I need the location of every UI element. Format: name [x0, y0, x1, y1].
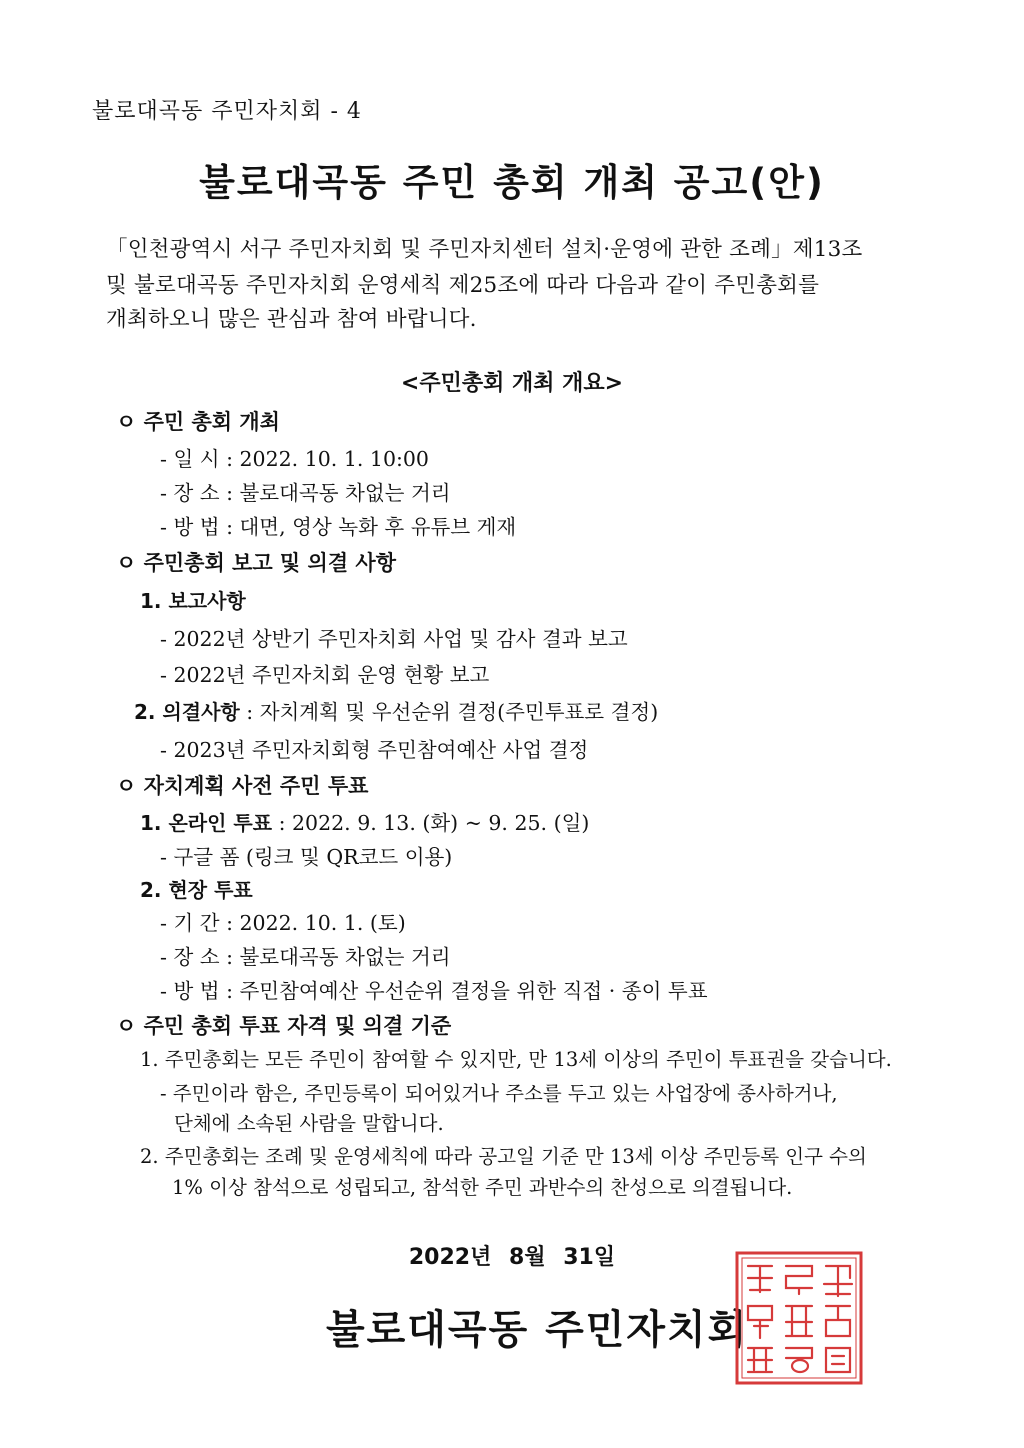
report-item-1: - 2022년 상반기 주민자치회 사업 및 감사 결과 보고: [160, 627, 628, 651]
intro-line-2: 및 불로대곡동 주민자치회 운영세칙 제25조에 따라 다음과 같이 주민총회를: [106, 273, 820, 298]
resolution-description: : 자치계획 및 우선순위 결정(주민투표로 결정): [239, 700, 659, 724]
meeting-date: - 일 시 : 2022. 10. 1. 10:00: [160, 447, 429, 471]
onsite-vote-period: - 기 간 : 2022. 10. 1. (토): [160, 911, 406, 935]
document-code: 불로대곡동 주민자치회 - 4: [92, 99, 362, 124]
section-meeting-title: ㅇ 주민 총회 개최: [116, 410, 280, 434]
page-title: 불로대곡동 주민 총회 개최 공고(안): [199, 161, 825, 204]
section-agenda-title: ㅇ 주민총회 보고 및 의결 사항: [116, 551, 396, 575]
eligibility-note-2: 단체에 소속된 사람을 말합니다.: [174, 1112, 444, 1135]
online-vote-form: - 구글 폼 (링크 및 QR코드 이용): [160, 845, 453, 869]
official-seal: [734, 1250, 864, 1386]
intro-line-1: 「인천광역시 서구 주민자치회 및 주민자치센터 설치·운영에 관한 조례」제13조: [106, 237, 863, 262]
eligibility-note-1: - 주민이라 함은, 주민등록이 되어있거나 주소를 두고 있는 사업장에 종사하거나,: [160, 1082, 838, 1105]
report-item-2: - 2022년 주민자치회 운영 현황 보고: [160, 663, 490, 687]
meeting-place: - 장 소 : 불로대곡동 차없는 거리: [160, 481, 451, 505]
resolution-item-1: - 2023년 주민자치회형 주민참여예산 사업 결정: [160, 738, 589, 762]
eligibility-item-1: 1. 주민총회는 모든 주민이 참여할 수 있지만, 만 13세 이상의 주민이 투표권을 갖습니다.: [140, 1048, 892, 1071]
section-eligibility-title: ㅇ 주민 총회 투표 자격 및 의결 기준: [116, 1014, 452, 1038]
report-heading: 1. 보고사항: [140, 589, 246, 613]
eligibility-item-2: 2. 주민총회는 조례 및 운영세칙에 따라 공고일 기준 만 13세 이상 주민등록 인구 수의: [140, 1145, 867, 1168]
notice-date: 2022년 8월 31일: [408, 1245, 616, 1270]
overview-heading: <주민총회 개최 개요>: [400, 371, 624, 396]
onsite-vote-method: - 방 법 : 주민참여예산 우선순위 결정을 위한 직접 · 종이 투표: [160, 979, 708, 1003]
onsite-vote-heading: 2. 현장 투표: [140, 878, 253, 902]
eligibility-item-2-cont: 1% 이상 참석으로 성립되고, 참석한 주민 과반수의 찬성으로 의결됩니다.: [172, 1176, 793, 1199]
resolution-line: [134, 695, 658, 725]
section-prevote-title: ㅇ 자치계획 사전 주민 투표: [116, 774, 369, 798]
online-vote-heading: 1. 온라인 투표: [140, 811, 273, 835]
meeting-method: - 방 법 : 대면, 영상 녹화 후 유튜브 게재: [160, 515, 517, 539]
organization-name: 불로대곡동 주민자치회: [326, 1307, 749, 1353]
resolution-heading: 2. 의결사항: [134, 700, 240, 724]
onsite-vote-place: - 장 소 : 불로대곡동 차없는 거리: [160, 945, 451, 969]
intro-line-3: 개최하오니 많은 관심과 참여 바랍니다.: [106, 307, 477, 332]
online-vote-line: [140, 806, 589, 836]
online-vote-period: : 2022. 9. 13. (화) ~ 9. 25. (일): [272, 811, 590, 835]
